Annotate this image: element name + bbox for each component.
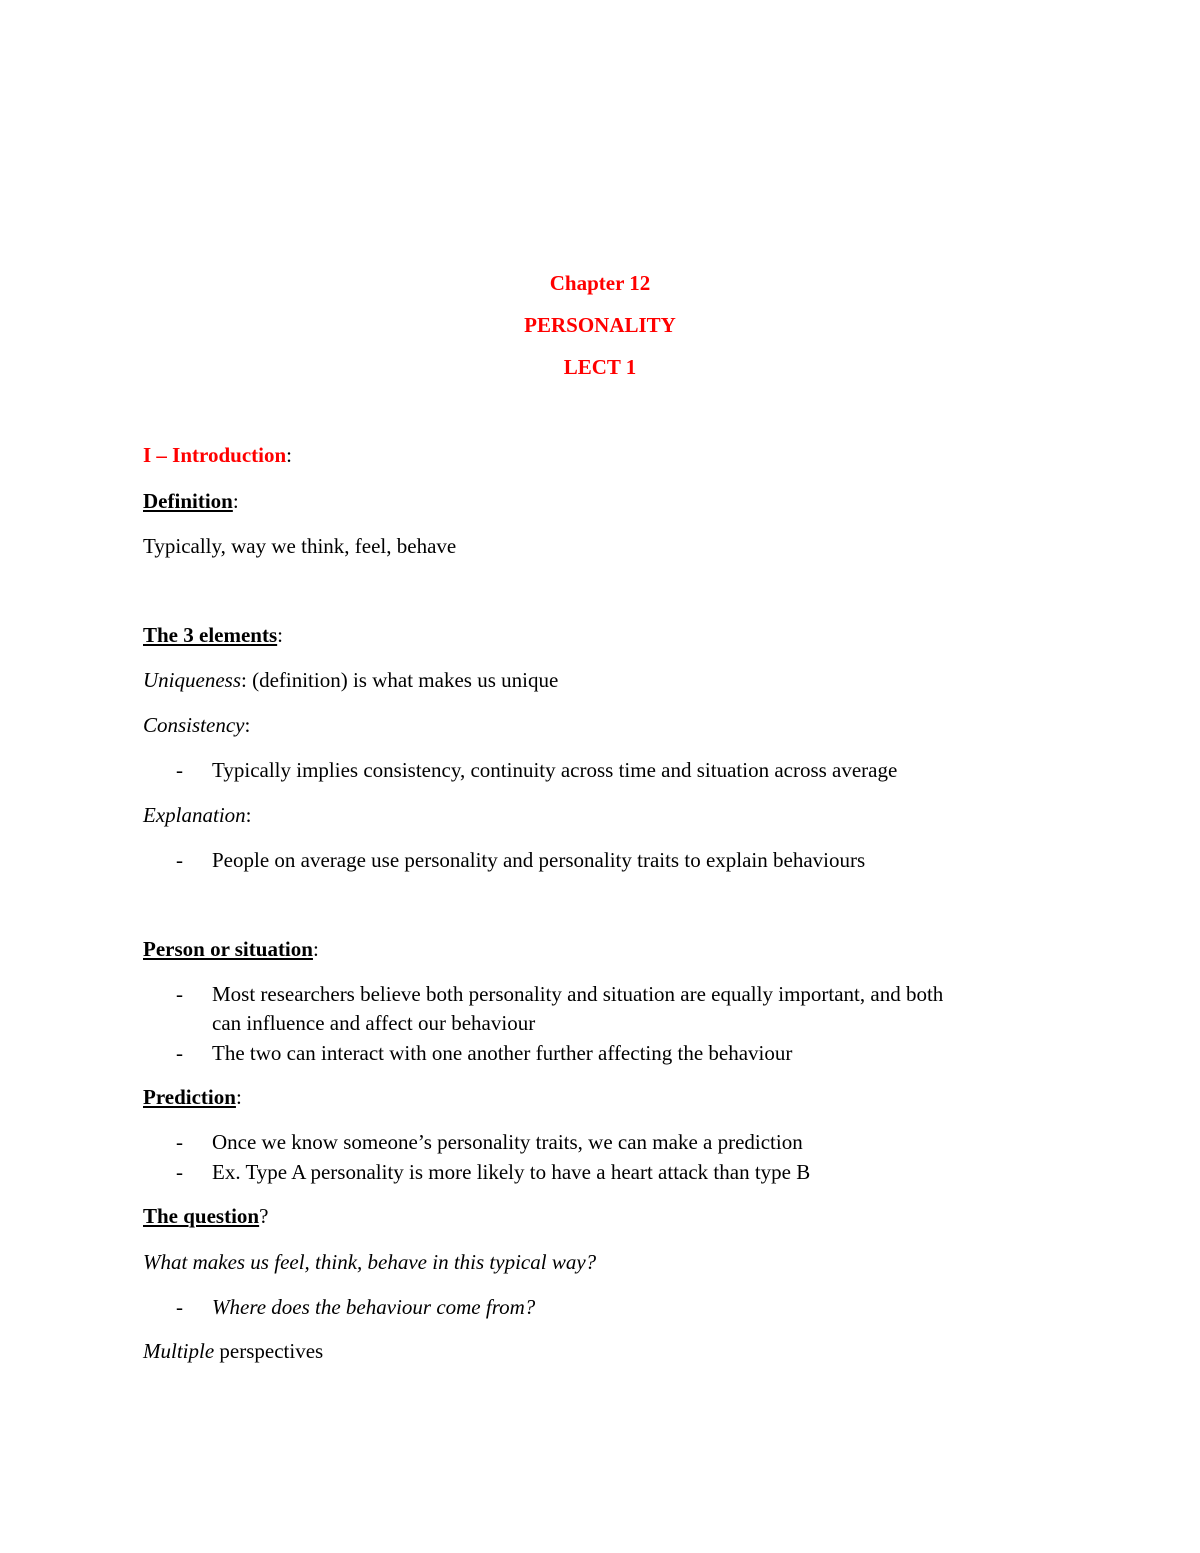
- question-italic-text: What makes us feel, think, behave in this typical way?: [143, 1250, 597, 1274]
- explanation-colon: :: [245, 803, 252, 827]
- introduction-heading: [143, 442, 292, 468]
- multiple-label: Multiple: [143, 1339, 215, 1363]
- explanation-line: [143, 802, 252, 828]
- prediction-bullet-text: Ex. Type A personality is more likely to have a heart attack than type B: [212, 1160, 811, 1184]
- elements-heading-text: The 3 elements: [143, 623, 278, 647]
- bullet-dash: -: [176, 758, 183, 782]
- question-mark: ?: [259, 1204, 269, 1228]
- prediction-heading-text: Prediction: [143, 1085, 236, 1109]
- uniqueness-label: Uniqueness: [143, 668, 241, 692]
- multiple-perspectives-line: [143, 1338, 323, 1364]
- definition-heading-text: Definition: [143, 489, 233, 513]
- multiple-text: perspectives: [214, 1339, 324, 1363]
- definition-text: Typically, way we think, feel, behave: [143, 534, 457, 558]
- explanation-bullet-text: People on average use personality and personality traits to explain behaviours: [212, 848, 866, 872]
- bullet-dash: -: [176, 982, 183, 1006]
- lecture-title: LECT 1: [563, 355, 637, 379]
- prediction-colon: :: [235, 1085, 242, 1109]
- elements-colon: :: [277, 623, 283, 647]
- prediction-heading: [143, 1084, 242, 1110]
- definition-heading: [143, 488, 239, 514]
- bullet-dash: -: [176, 1130, 183, 1154]
- bullet-dash: -: [176, 848, 183, 872]
- prediction-bullet-text: Once we know someone’s personality traits, we can make a prediction: [212, 1130, 803, 1154]
- question-bullet-text: Where does the behaviour come from?: [212, 1295, 536, 1319]
- uniqueness-text: : (definition) is what makes us unique: [241, 668, 559, 692]
- consistency-label: Consistency: [143, 713, 245, 737]
- question-heading: [143, 1203, 268, 1229]
- consistency-line: [143, 712, 250, 738]
- bullet-dash: -: [176, 1295, 183, 1319]
- person-situation-bullet-text: Most researchers believe both personality and situation are equally important, and both: [212, 982, 944, 1006]
- person-situation-bullet-text: The two can interact with one another further affecting the behaviour: [212, 1041, 793, 1065]
- person-situation-colon: :: [312, 937, 319, 961]
- introduction-colon: :: [286, 443, 292, 467]
- consistency-bullet-text: Typically implies consistency, continuity across time and situation across average: [212, 758, 898, 782]
- consistency-colon: :: [244, 713, 251, 737]
- person-situation-bullet-text-cont: can influence and affect our behaviour: [212, 1011, 536, 1035]
- question-heading-text: The question: [143, 1204, 260, 1228]
- person-situation-heading: [143, 936, 319, 962]
- explanation-label: Explanation: [143, 803, 246, 827]
- person-situation-heading-text: Person or situation: [143, 937, 313, 961]
- chapter-title: Chapter 12: [549, 271, 651, 295]
- elements-heading: [143, 622, 283, 648]
- subject-title: PERSONALITY: [524, 313, 676, 337]
- bullet-dash: -: [176, 1160, 183, 1184]
- bullet-dash: -: [176, 1041, 183, 1065]
- definition-colon: :: [232, 489, 239, 513]
- introduction-heading-text: I – Introduction: [143, 443, 287, 467]
- uniqueness-line: [143, 667, 558, 693]
